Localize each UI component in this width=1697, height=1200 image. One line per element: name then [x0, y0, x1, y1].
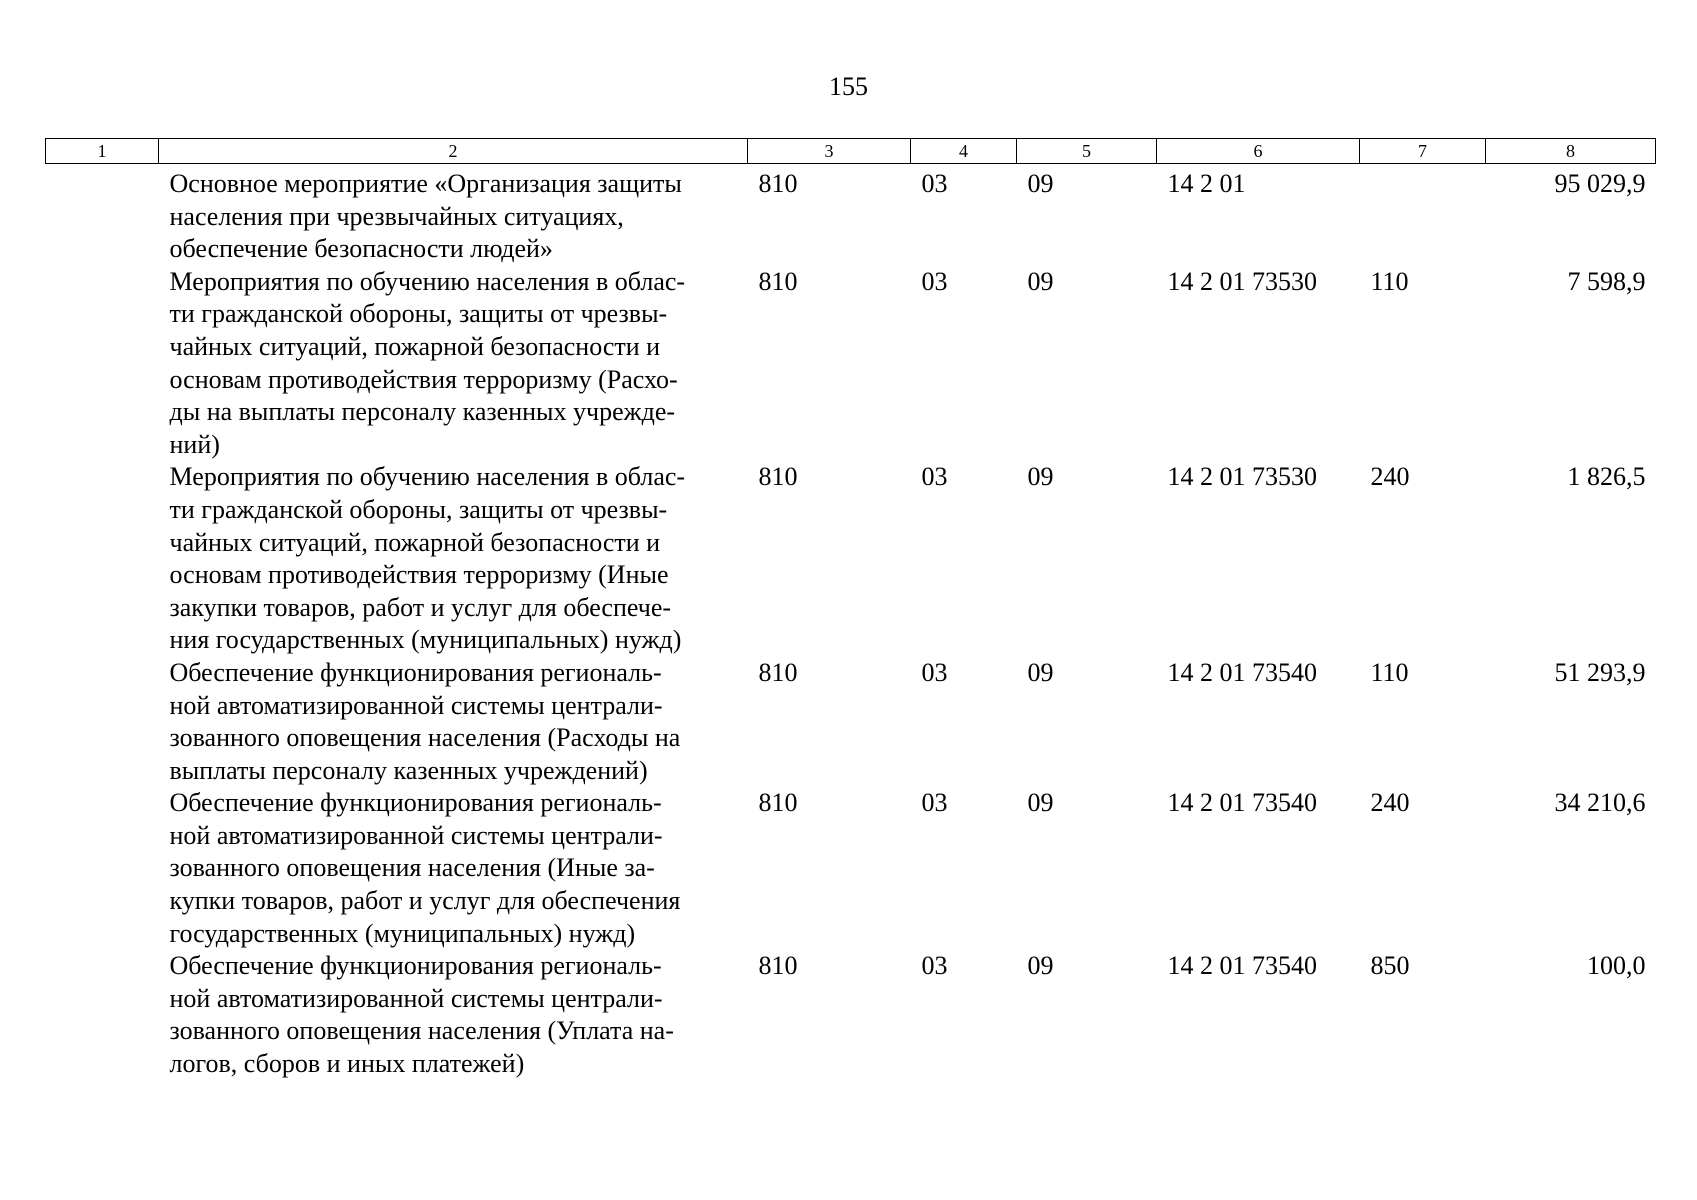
- item-name-line: чайных ситуаций, пожарной безопасности и: [169, 331, 661, 361]
- target-article-cell: 14 2 01 73530: [1167, 266, 1317, 296]
- target-article-cell: 14 2 01 73540: [1167, 951, 1317, 981]
- subsection-code-cell: 09: [1027, 788, 1054, 818]
- item-name-line: основам противодействия терроризму (Иные: [169, 560, 669, 590]
- header-col-3: 3: [748, 139, 911, 164]
- ministry-code-cell: 810: [758, 951, 798, 981]
- item-name-cell: [159, 787, 748, 950]
- item-name-line: ной автоматизированной системы централи-: [169, 690, 663, 720]
- subsection-code-cell: 09: [1027, 169, 1054, 198]
- item-name-cell: [159, 657, 748, 787]
- table-row: [46, 657, 1656, 787]
- table-row: [46, 787, 1656, 950]
- item-name-line: Обеспечение функционирования региональ-: [169, 951, 662, 981]
- target-article-cell: 14 2 01: [1167, 169, 1246, 198]
- target-article-cell: 14 2 01 73540: [1167, 657, 1317, 687]
- budget-table: [45, 138, 1656, 1081]
- header-col-5: 5: [1017, 139, 1157, 164]
- subsection-code-cell: 09: [1027, 951, 1054, 981]
- subsection-code-cell: 09: [1027, 657, 1054, 687]
- item-name-line: выплаты персоналу казенных учреждений): [169, 755, 648, 785]
- table-row: [46, 950, 1656, 1080]
- item-name-line: Обеспечение функционирования региональ-: [169, 657, 662, 687]
- header-col-6: 6: [1157, 139, 1360, 164]
- table-row: [46, 164, 1656, 266]
- section-code-cell: 03: [921, 169, 948, 198]
- item-name-line: ти гражданской обороны, защиты от чрезвы-: [169, 494, 668, 524]
- item-name-line: Основное мероприятие «Организация защиты: [169, 169, 682, 198]
- amount-cell: 95 029,9: [1554, 169, 1646, 198]
- item-name-line: чайных ситуаций, пожарной безопасности и: [169, 527, 661, 557]
- expense-type-cell: [1360, 164, 1486, 266]
- item-name-cell: [159, 950, 748, 1080]
- item-name-line: ти гражданской обороны, защиты от чрезвы-: [169, 299, 668, 329]
- header-col-4: 4: [911, 139, 1017, 164]
- section-code-cell: 03: [921, 462, 948, 492]
- expense-type-cell: 110: [1370, 266, 1409, 296]
- header-col-2: 2: [159, 139, 748, 164]
- subsection-code-cell: 09: [1027, 266, 1054, 296]
- item-name-line: ды на выплаты персоналу казенных учрежде-: [169, 397, 676, 427]
- header-row: [46, 139, 1656, 164]
- expense-type-cell: 240: [1370, 462, 1410, 492]
- item-name-line: Обеспечение функционирования региональ-: [169, 788, 662, 818]
- item-name-line: закупки товаров, работ и услуг для обеспече-: [169, 592, 672, 622]
- expense-type-cell: 240: [1370, 788, 1410, 818]
- item-name-cell: [159, 461, 748, 657]
- item-name-line: купки товаров, работ и услуг для обеспечения: [169, 886, 681, 916]
- amount-cell: 34 210,6: [1554, 788, 1646, 818]
- ministry-code-cell: 810: [758, 266, 798, 296]
- row-number-cell: [46, 950, 159, 1080]
- row-number-cell: [46, 787, 159, 950]
- row-number-cell: [46, 657, 159, 787]
- expense-type-cell: 850: [1370, 951, 1410, 981]
- subsection-code-cell: 09: [1027, 462, 1054, 492]
- amount-cell: 7 598,9: [1567, 266, 1646, 296]
- item-name-cell: [159, 164, 748, 266]
- section-code-cell: 03: [921, 266, 948, 296]
- amount-cell: 1 826,5: [1567, 462, 1646, 492]
- item-name-line: Мероприятия по обучению населения в облас-: [169, 266, 686, 296]
- item-name-line: ния государственных (муниципальных) нужд): [169, 625, 682, 655]
- item-name-cell: [159, 266, 748, 462]
- header-col-8: 8: [1486, 139, 1656, 164]
- row-number-cell: [46, 266, 159, 462]
- target-article-cell: 14 2 01 73530: [1167, 462, 1317, 492]
- ministry-code-cell: 810: [758, 657, 798, 687]
- target-article-cell: 14 2 01 73540: [1167, 788, 1317, 818]
- item-name-line: государственных (муниципальных) нужд): [169, 918, 636, 948]
- row-number-cell: [46, 164, 159, 266]
- item-name-line: ний): [169, 429, 220, 459]
- section-code-cell: 03: [921, 657, 948, 687]
- item-name-line: логов, сборов и иных платежей): [169, 1049, 525, 1079]
- item-name-line: основам противодействия терроризму (Расхо-: [169, 364, 678, 394]
- page-number: 155: [829, 72, 868, 101]
- ministry-code-cell: 810: [758, 169, 798, 198]
- header-col-7: 7: [1360, 139, 1486, 164]
- ministry-code-cell: 810: [758, 462, 798, 492]
- item-name-line: зованного оповещения населения (Уплата на-: [169, 1016, 674, 1046]
- expense-type-cell: 110: [1370, 657, 1409, 687]
- header-col-1: 1: [46, 139, 159, 164]
- item-name-line: Мероприятия по обучению населения в облас-: [169, 462, 686, 492]
- section-code-cell: 03: [921, 788, 948, 818]
- table-row: [46, 266, 1656, 462]
- table-body: [46, 164, 1656, 1081]
- amount-cell: 100,0: [1587, 951, 1646, 981]
- table-header: [46, 139, 1656, 164]
- item-name-line: ной автоматизированной системы централи-: [169, 983, 663, 1013]
- item-name-line: зованного оповещения населения (Расходы на: [169, 723, 681, 753]
- amount-cell: 51 293,9: [1554, 657, 1646, 687]
- row-number-cell: [46, 461, 159, 657]
- item-name-line: зованного оповещения населения (Иные за-: [169, 853, 655, 883]
- item-name-line: обеспечение безопасности людей»: [169, 234, 553, 264]
- table-row: [46, 461, 1656, 657]
- item-name-line: населения при чрезвычайных ситуациях,: [169, 201, 624, 231]
- ministry-code-cell: 810: [758, 788, 798, 818]
- section-code-cell: 03: [921, 951, 948, 981]
- item-name-line: ной автоматизированной системы централи-: [169, 820, 663, 850]
